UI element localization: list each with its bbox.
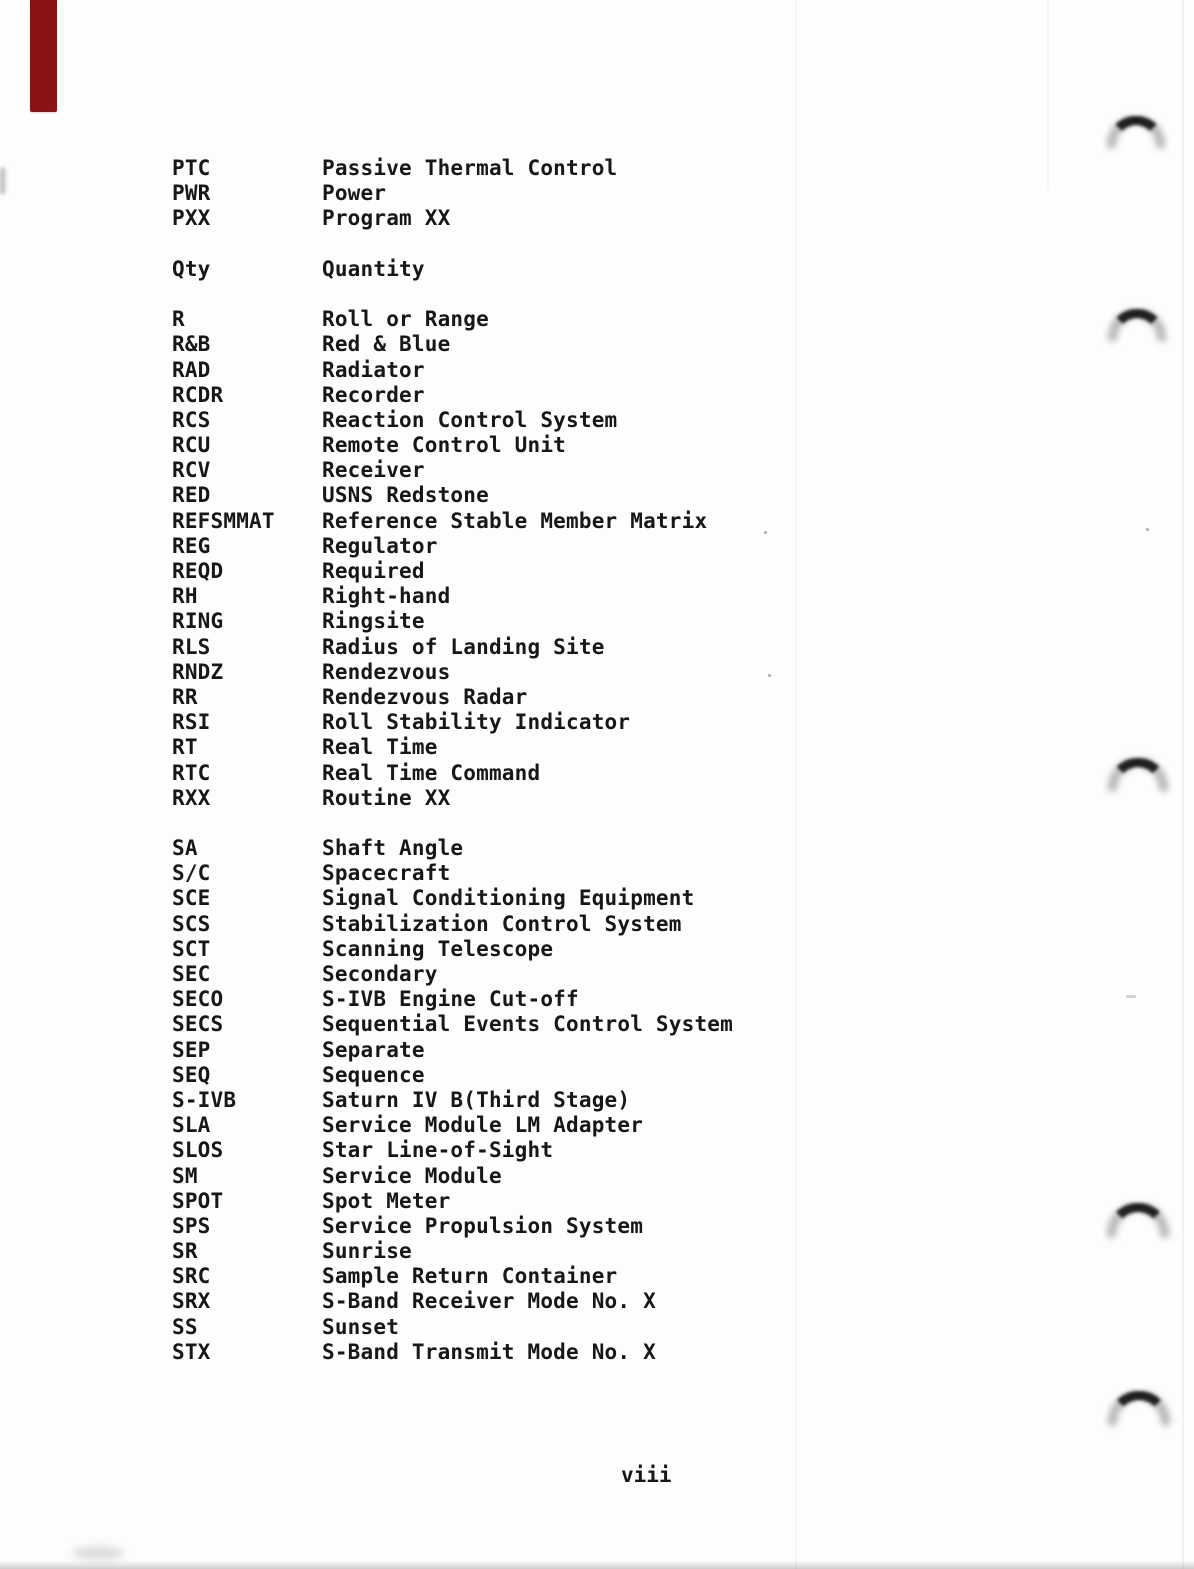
glossary-row <box>172 332 733 357</box>
glossary-row <box>172 886 733 911</box>
binder-hole-shadow <box>1108 758 1168 818</box>
glossary-row <box>172 786 733 811</box>
abbreviation-cell: R <box>172 307 185 332</box>
abbreviation-cell: RAD <box>172 357 211 382</box>
glossary-row <box>172 1138 733 1163</box>
abbreviation-cell: RCU <box>172 433 211 458</box>
definition-cell: Ringsite <box>322 609 425 634</box>
abbreviation-cell: SM <box>172 1163 198 1188</box>
glossary-row <box>172 383 733 408</box>
definition-cell: Right-hand <box>322 584 451 609</box>
definition-cell: Real Time Command <box>322 760 541 785</box>
glossary-row <box>172 962 733 987</box>
definition-cell: S-Band Receiver Mode No. X <box>322 1289 656 1314</box>
abbreviation-cell: SA <box>172 836 198 861</box>
abbreviation-cell: SPS <box>172 1213 211 1238</box>
group-gap <box>172 232 733 257</box>
abbreviation-cell: SRC <box>172 1264 211 1289</box>
glossary-row <box>172 761 733 786</box>
definition-cell: Service Module <box>322 1163 502 1188</box>
abbreviation-cell: RCV <box>172 458 211 483</box>
definition-cell: Radius of Landing Site <box>322 634 605 659</box>
definition-cell: Star Line-of-Sight <box>322 1138 554 1163</box>
definition-cell: Roll or Range <box>322 307 489 332</box>
abbreviation-cell: PWR <box>172 181 211 206</box>
dust-speck <box>768 674 771 677</box>
abbreviation-cell: RNDZ <box>172 659 224 684</box>
abbreviation-cell: SRX <box>172 1289 211 1314</box>
abbreviation-cell: STX <box>172 1339 211 1364</box>
glossary-row <box>172 1189 733 1214</box>
binder-hole-shadow <box>1107 116 1165 174</box>
definition-cell: Sequential Events Control System <box>322 1012 733 1037</box>
definition-cell: Secondary <box>322 962 438 986</box>
scan-seam-line <box>1047 0 1049 190</box>
definition-cell: Scanning Telescope <box>322 936 554 961</box>
definition-cell: Sequence <box>322 1062 425 1087</box>
glossary-row <box>172 861 733 886</box>
hole-arc <box>1095 104 1176 185</box>
hole-arc <box>1094 1190 1181 1277</box>
glossary-row <box>172 483 733 508</box>
abbreviation-cell: SEQ <box>172 1062 211 1087</box>
scan-bottom-edge <box>0 1560 1194 1569</box>
binder-hole-shadow <box>1108 309 1166 367</box>
abbreviation-cell: RXX <box>172 785 211 810</box>
glossary-row <box>172 987 733 1012</box>
glossary-row <box>172 1088 733 1113</box>
abbreviation-cell: RT <box>172 735 198 760</box>
definition-cell: Receiver <box>322 458 425 483</box>
abbreviation-cell: REG <box>172 533 211 558</box>
abbreviation-cell: REQD <box>172 559 224 583</box>
definition-cell: S-IVB Engine Cut-off <box>322 987 579 1012</box>
definition-cell: Saturn IV B(Third Stage) <box>322 1087 631 1112</box>
abbreviation-cell: RCS <box>172 407 211 432</box>
glossary-row <box>172 635 733 660</box>
glossary-row <box>172 710 733 735</box>
abbreviation-cell: SECS <box>172 1012 224 1037</box>
definition-cell: Service Propulsion System <box>322 1213 644 1238</box>
definition-cell: Spacecraft <box>322 861 451 886</box>
red-edge-tab <box>30 0 57 112</box>
definition-cell: Sample Return Container <box>322 1264 618 1289</box>
hole-arc <box>1096 297 1177 378</box>
glossary-row <box>172 534 733 559</box>
glossary-row <box>172 559 733 584</box>
dust-speck <box>1146 528 1149 531</box>
definition-cell: Routine XX <box>322 785 451 810</box>
abbreviation-cell: RLS <box>172 634 211 659</box>
glossary-list <box>172 156 733 1365</box>
definition-cell: Red & Blue <box>322 332 451 357</box>
glossary-row <box>172 836 733 861</box>
abbreviation-cell: RSI <box>172 710 211 735</box>
definition-cell: Service Module LM Adapter <box>322 1113 644 1138</box>
glossary-row <box>172 1012 733 1037</box>
binder-hole-shadow <box>1108 1391 1170 1453</box>
definition-cell: Stabilization Control System <box>322 911 682 936</box>
abbreviation-cell: SR <box>172 1239 198 1264</box>
glossary-row <box>172 257 733 282</box>
abbreviation-cell: SECO <box>172 987 224 1012</box>
glossary-row <box>172 408 733 433</box>
definition-cell: Roll Stability Indicator <box>322 710 631 735</box>
glossary-row <box>172 206 733 231</box>
definition-cell: Spot Meter <box>322 1188 451 1213</box>
definition-cell: Real Time <box>322 735 438 760</box>
definition-cell: Remote Control Unit <box>322 433 567 458</box>
definition-cell: Radiator <box>322 357 425 382</box>
scan-seam-line <box>1182 0 1184 1569</box>
abbreviation-cell: RED <box>172 483 211 508</box>
page-number: viii <box>621 1463 672 1487</box>
abbreviation-cell: REFSMMAT <box>172 508 275 533</box>
glossary-row <box>172 1038 733 1063</box>
glossary-row <box>172 912 733 937</box>
glossary-row <box>172 1340 733 1365</box>
scan-edge-mark <box>0 168 5 194</box>
abbreviation-cell: PXX <box>172 206 211 231</box>
glossary-row <box>172 1164 733 1189</box>
glossary-row <box>172 609 733 634</box>
glossary-row <box>172 1214 733 1239</box>
abbreviation-cell: RTC <box>172 760 211 785</box>
hole-arc <box>1095 1378 1182 1465</box>
definition-cell: Quantity <box>322 256 425 281</box>
glossary-row <box>172 1315 733 1340</box>
definition-cell: Separate <box>322 1037 425 1062</box>
hole-arc <box>1096 746 1180 830</box>
definition-cell: Reaction Control System <box>322 407 618 432</box>
glossary-row <box>172 307 733 332</box>
glossary-row <box>172 685 733 710</box>
glossary-row <box>172 358 733 383</box>
definition-cell: Sunset <box>322 1314 400 1339</box>
glossary-row <box>172 1239 733 1264</box>
abbreviation-cell: RR <box>172 684 198 709</box>
definition-cell: Rendezvous <box>322 659 451 684</box>
definition-cell: Program XX <box>322 206 451 231</box>
definition-cell: Reference Stable Member Matrix <box>322 508 708 533</box>
glossary-row <box>172 433 733 458</box>
glossary-row <box>172 1289 733 1314</box>
glossary-row <box>172 1113 733 1138</box>
glossary-row <box>172 735 733 760</box>
abbreviation-cell: SS <box>172 1314 198 1339</box>
glossary-row <box>172 1063 733 1088</box>
abbreviation-cell: RH <box>172 584 198 609</box>
abbreviation-cell: R&B <box>172 332 211 357</box>
definition-cell: Shaft Angle <box>322 836 464 861</box>
definition-cell: Recorder <box>322 382 425 407</box>
abbreviation-cell: SCE <box>172 886 211 911</box>
abbreviation-cell: S/C <box>172 861 211 886</box>
abbreviation-cell: Qty <box>172 256 211 281</box>
glossary-row <box>172 1264 733 1289</box>
abbreviation-cell: S-IVB <box>172 1087 237 1112</box>
glossary-row <box>172 660 733 685</box>
abbreviation-cell: SEP <box>172 1037 211 1062</box>
abbreviation-cell: RING <box>172 609 224 634</box>
group-gap <box>172 282 733 307</box>
dust-speck <box>1126 995 1136 998</box>
definition-cell: Required <box>322 559 425 583</box>
abbreviation-cell: SPOT <box>172 1188 224 1213</box>
glossary-row <box>172 181 733 206</box>
definition-cell: USNS Redstone <box>322 483 489 508</box>
glossary-row <box>172 584 733 609</box>
dust-speck <box>764 531 767 534</box>
glossary-row <box>172 156 733 181</box>
glossary-row <box>172 458 733 483</box>
abbreviation-cell: SLA <box>172 1113 211 1138</box>
definition-cell: Regulator <box>322 533 438 558</box>
glossary-row <box>172 937 733 962</box>
abbreviation-cell: SLOS <box>172 1138 224 1163</box>
scan-seam-line <box>795 0 797 1569</box>
abbreviation-cell: RCDR <box>172 382 224 407</box>
abbreviation-cell: SEC <box>172 962 211 986</box>
scan-smudge <box>72 1546 124 1560</box>
definition-cell: Passive Thermal Control <box>322 156 618 180</box>
abbreviation-cell: SCT <box>172 936 211 961</box>
definition-cell: Power <box>322 181 387 206</box>
definition-cell: Rendezvous Radar <box>322 684 528 709</box>
abbreviation-cell: PTC <box>172 156 211 180</box>
abbreviation-cell: SCS <box>172 911 211 936</box>
glossary-row <box>172 509 733 534</box>
definition-cell: Signal Conditioning Equipment <box>322 886 695 911</box>
definition-cell: S-Band Transmit Mode No. X <box>322 1339 656 1364</box>
group-gap <box>172 811 733 836</box>
binder-hole-shadow <box>1107 1203 1169 1265</box>
definition-cell: Sunrise <box>322 1239 412 1264</box>
